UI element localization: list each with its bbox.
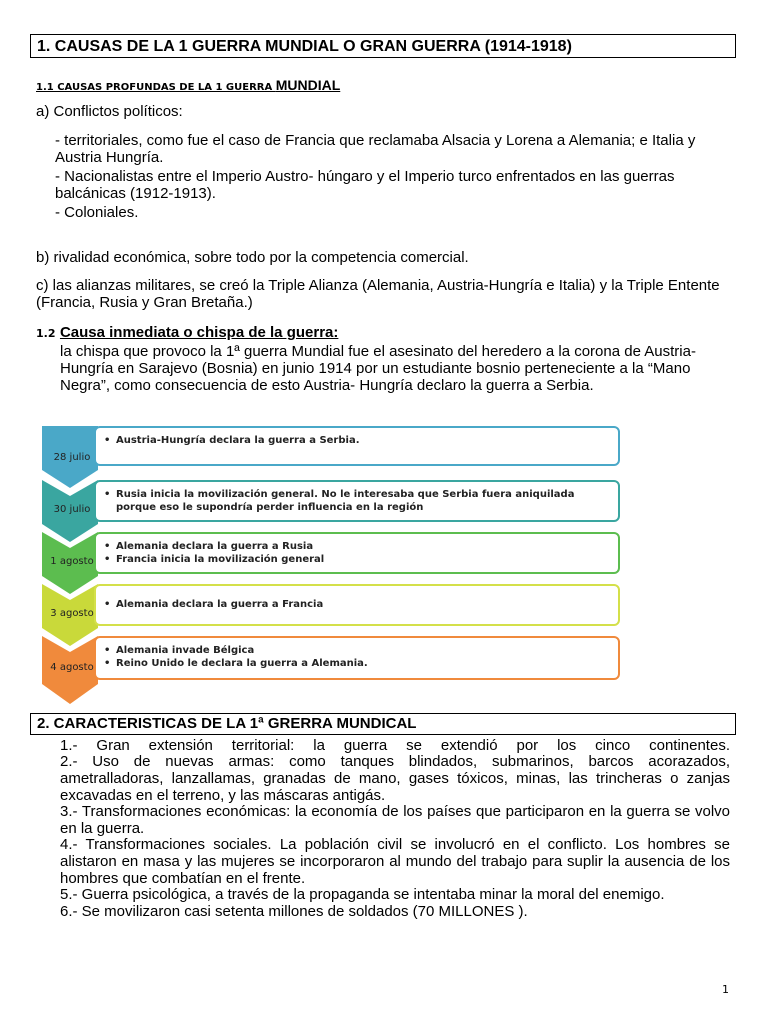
subheading-1-1-prefix: 1.1 CAUSAS PROFUNDAS DE LA 1 GUERRA: [36, 82, 276, 93]
page-number: 1: [722, 983, 729, 996]
section2-title: 2. CARACTERISTICAS DE LA 1ª GRERRA MUNDICAL: [37, 715, 417, 732]
military-alliances: c) las alianzas militares, se creó la Triple Alianza (Alemania, Austria-Hungría e Italia) y la Triple Entente (Francia, Rusia y Gran Bretaña.): [36, 277, 720, 311]
timeline-event-box: [94, 532, 620, 574]
conflicts-item-colonial: - Coloniales.: [55, 204, 139, 221]
timeline-date: 4 agosto: [50, 662, 94, 673]
immediate-cause-text: la chispa que provoco la 1ª guerra Mundial fue el asesinato del heredero a la corona de Austria-Hungría en Sarajevo (Bosnia) en junio 1914 por un estudiante bosnio perteneciente a la “Mano Negra”, como consecuencia de esto Austria- Hungría declaro la guerra a Serbia.: [60, 343, 696, 394]
timeline-event-box: [94, 584, 620, 626]
timeline-event: • Alemania declara la guerra a Francia: [104, 599, 324, 610]
timeline-event: • Alemania declara la guerra a Rusia: [104, 541, 314, 552]
subheading-1-2: [36, 324, 338, 342]
timeline-event-box: [94, 480, 620, 522]
timeline-event-box: [94, 636, 620, 680]
subheading-1-2-title: Causa inmediata o chispa de la guerra:: [59, 324, 339, 341]
timeline-event: • Reino Unido le declara la guerra a Alemania.: [104, 658, 368, 669]
subheading-1-1: [36, 77, 340, 95]
timeline-chevron: [42, 426, 98, 488]
timeline-diagram: [38, 418, 628, 708]
characteristic-3: 3.- Transformaciones económicas: la economía de los países que participaron en la guerra se volvo en la guerra.: [60, 803, 730, 837]
subheading-1-2-number: 1.2: [36, 327, 56, 340]
timeline-date: 28 julio: [53, 452, 91, 463]
section1-title: 1. CAUSAS DE LA 1 GUERRA MUNDIAL O GRAN GUERRA (1914-1918): [37, 38, 572, 55]
characteristic-5: 5.- Guerra psicológica, a través de la propaganda se intentaba minar la moral del enemigo.: [60, 886, 665, 903]
section1-title-box: [30, 34, 736, 58]
timeline-date: 1 agosto: [50, 556, 94, 567]
timeline-chevron: [42, 636, 98, 704]
conflicts-item-territorial: - territoriales, como fue el caso de Francia que reclamaba Alsacia y Lorena a Alemania; e Italia y Austria Hungría.: [55, 132, 696, 166]
timeline-event: • Rusia inicia la movilización general. No le interesaba que Serbia fuera aniquilada porque eso le supondría perder influencia en la región: [104, 489, 575, 513]
timeline-event: • Alemania invade Bélgica: [104, 645, 255, 656]
timeline-date: 3 agosto: [50, 608, 94, 619]
timeline-event: • Francia inicia la movilización general: [104, 554, 325, 565]
economic-rivalry: b) rivalidad económica, sobre todo por la competencia comercial.: [36, 249, 469, 266]
conflicts-heading: a) Conflictos políticos:: [36, 103, 183, 120]
characteristic-1: 1.- Gran extensión territorial: la guerra se extendió por los cinco continentes.: [60, 737, 730, 754]
timeline-date: 30 julio: [53, 504, 91, 515]
characteristic-6: 6.- Se movilizaron casi setenta millones de soldados (70 MILLONES ).: [60, 903, 528, 920]
conflicts-item-nationalist: - Nacionalistas entre el Imperio Austro- húngaro y el Imperio turco enfrentados en las guerras balcánicas (1912-1913).: [55, 168, 675, 202]
characteristic-4: 4.- Transformaciones sociales. La población civil se involucró en el conflicto. Los hombres se alistaron en masa y las mujeres se incorporaron al mundo del trabajo para suplir la ausencia de los hombres que combatían en el frente.: [60, 836, 730, 887]
timeline-event: • Austria-Hungría declara la guerra a Serbia.: [104, 435, 360, 446]
timeline-event-box: [94, 426, 620, 466]
subheading-1-1-suffix: MUNDIAL: [275, 77, 341, 93]
characteristic-2: 2.- Uso de nuevas armas: como tanques blindados, submarinos, barcos acorazados, ametralladoras, lanzallamas, granadas de mano, gases tóxicos, minas, las trincheras o zanjas excavadas en el terreno, y las máscaras antigás.: [60, 753, 730, 804]
section2-title-box: [30, 713, 736, 735]
